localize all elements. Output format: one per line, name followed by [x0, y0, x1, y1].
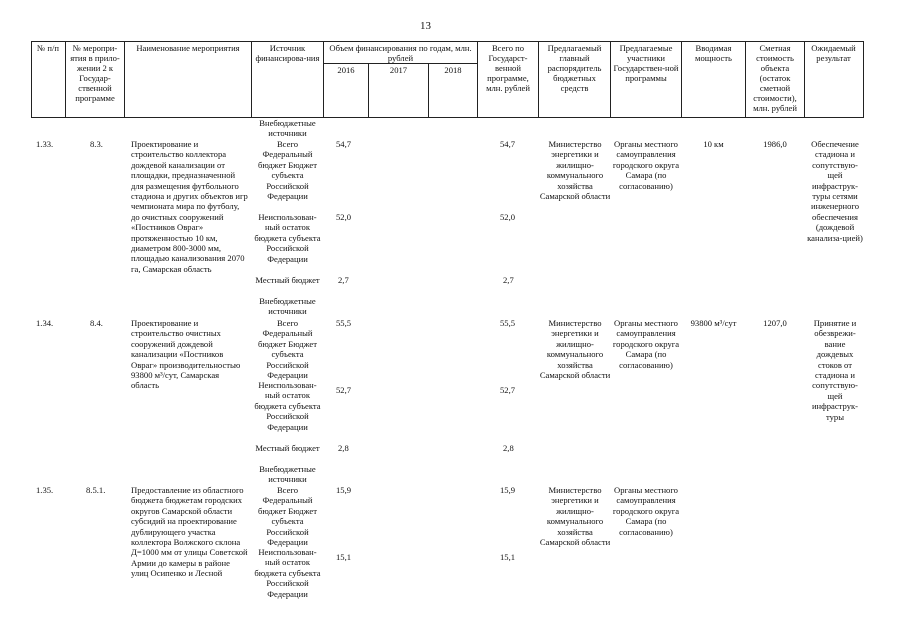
value-2016: 52,7	[336, 385, 352, 395]
value-2016: 2,8	[338, 443, 349, 453]
source-unused: Неиспользован-ный остаток бюджета субъекта Российской Федерации	[254, 380, 321, 432]
row-no: 1.34.	[36, 318, 54, 328]
row-event-name: Проектирование и строительство коллектора дождевой канализации от площадки, предназначенной для размещения футбольного стадиона и других объектов игр чемпионата мира по футболу, до очистных сооружений «Постников Овраг» протяженностью 10 км, диаметром 800-3000 мм, площадью канализования 2070 га, Самарская область	[131, 139, 248, 274]
header-result: Ожидаемый результат	[811, 43, 856, 63]
value-2016: 55,5	[336, 318, 352, 328]
header-event-no: № меропри-ятия в прило-жении 2 к Государ-ственной программе	[70, 43, 120, 103]
value-2016: 52,0	[336, 212, 352, 222]
source-offbudget: Внебюджетные источники	[259, 118, 316, 139]
manager: Министерство энергетики и жилищно-коммунального хозяйства Самарской области	[539, 485, 611, 548]
header-source: Источник финансирова-ния	[255, 43, 320, 63]
participants: Органы местного самоуправления городского округа Самара (по согласованию)	[612, 485, 680, 537]
row-event-name: Предоставление из областного бюджета бюджетам городских округов Самарской области субсидий на проектирование дублирующего участка коллектора Волжского склона Д=1000 мм от улицы Советской Армии до камеры в районе улиц Осипенко и Лесной	[131, 485, 248, 579]
header-cost: Сметная стоимость объекта (остаток сметной стоимости), млн. рублей	[753, 43, 797, 113]
manager: Министерство энергетики и жилищно-коммунального хозяйства Самарской области	[539, 318, 611, 381]
capacity: 10 км	[703, 139, 724, 149]
source-total: Всего Федеральный бюджет Бюджет субъекта Российской Федерации	[258, 139, 317, 202]
header-volume: Объем финансирования по годам, млн. рублей	[329, 43, 472, 63]
value-2016: 15,9	[336, 485, 352, 495]
value-2016: 2,7	[338, 275, 349, 285]
cost: 1986,0	[763, 139, 787, 149]
header-manager: Предлагаемый главный распорядитель бюджетных средств	[547, 43, 602, 93]
row-event-no: 8.5.1.	[86, 485, 106, 495]
divider	[323, 63, 477, 64]
result: Принятие и обезврежи-вание дождевых стоков от стадиона и сопутствую-щей инфраструк-туры	[811, 318, 859, 422]
row-event-name: Проектирование и строительство очистных сооружений дождевой канализации «Постников Овраг» производительностью 93800 м³/сут, Самарская область	[131, 318, 241, 391]
row-event-no: 8.3.	[90, 139, 103, 149]
value-total: 2,8	[503, 443, 514, 453]
source-offbudget: Внебюджетные источники	[259, 296, 316, 317]
value-total: 54,7	[500, 139, 516, 149]
result: Обеспечение стадиона и сопутствую-щей инфраструк-туры сетями инженерного обеспечения (дождевой канализа-цией)	[807, 139, 863, 243]
source-unused: Неиспользован-ный остаток бюджета субъекта Российской Федерации	[254, 547, 321, 599]
page-number: 13	[420, 20, 431, 32]
source-unused: Неиспользован-ный остаток бюджета субъекта Российской Федерации	[254, 212, 321, 264]
header-event-name: Наименование мероприятия	[136, 43, 240, 53]
row-event-no: 8.4.	[90, 318, 103, 328]
source-total: Всего Федеральный бюджет Бюджет субъекта Российской Федерации	[258, 485, 317, 548]
header-total: Всего по Государст-венной программе, млн. рублей	[486, 43, 530, 93]
value-total: 52,0	[500, 212, 516, 222]
header-2017: 2017	[389, 65, 408, 75]
header-capacity: Вводимая мощность	[695, 43, 732, 63]
header-2018: 2018	[444, 65, 462, 75]
value-total: 55,5	[500, 318, 516, 328]
participants: Органы местного самоуправления городского округа Самара (по согласованию)	[612, 318, 680, 370]
value-2016: 15,1	[336, 552, 352, 562]
value-total: 15,1	[500, 552, 516, 562]
source-local: Местный бюджет	[255, 443, 320, 453]
value-total: 2,7	[503, 275, 514, 285]
cost: 1207,0	[763, 318, 787, 328]
capacity: 93800 м³/сут	[690, 318, 737, 328]
participants: Органы местного самоуправления городского округа Самара (по согласованию)	[612, 139, 680, 191]
manager: Министерство энергетики и жилищно-коммунального хозяйства Самарской области	[539, 139, 611, 202]
row-no: 1.35.	[36, 485, 54, 495]
source-offbudget: Внебюджетные источники	[259, 464, 316, 485]
value-total: 52,7	[500, 385, 516, 395]
header-2016: 2016	[337, 65, 355, 75]
source-local: Местный бюджет	[255, 275, 320, 285]
value-total: 15,9	[500, 485, 516, 495]
header-participants: Предлагаемые участники Государствен-ной программы	[613, 43, 679, 83]
row-no: 1.33.	[36, 139, 54, 149]
source-total: Всего Федеральный бюджет Бюджет субъекта Российской Федерации	[258, 318, 317, 381]
header-no: № п/п	[37, 43, 59, 53]
value-2016: 54,7	[336, 139, 352, 149]
